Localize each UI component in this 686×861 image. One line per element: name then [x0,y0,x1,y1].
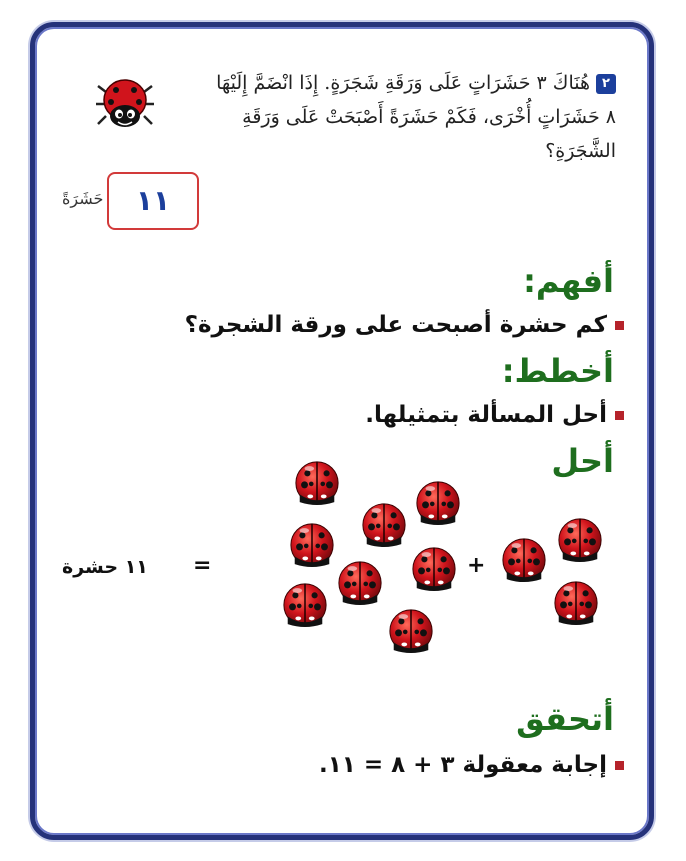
understand-bullet [185,312,624,338]
check-heading: أتحقق [516,700,614,738]
bullet-square-icon [615,321,624,330]
question-line-2: ٨ حَشَرَاتٍ أُخْرَى، فَكَمْ حَشَرَةً أَصْبَحَتْ عَلَى وَرَقَةِ [242,106,616,128]
plan-bullet [365,402,624,428]
understand-heading: أفهم: [523,262,614,300]
question-block [176,66,616,168]
plus-sign: + [467,553,486,578]
solve-heading: أحل [551,442,614,480]
bullet-square-icon [615,411,624,420]
check-bullet [319,752,624,778]
plan-text: أحل المسألة بتمثيلها. [365,402,607,428]
question-line-1-text: هُنَاكَ ٣ حَشَرَاتٍ عَلَى وَرَقَةِ شَجَرَةٍ. إِذَا انْضَمَّ إِلَيْهَا [216,72,590,94]
ladybug-mascot-icon [94,70,156,136]
check-text: إجابة معقولة ٣ + ٨ = ١١. [319,752,607,778]
equation-result: ١١ حشرة [62,556,148,578]
question-number: ٢ [596,74,616,94]
plan-heading: أخطط: [501,352,614,390]
question-line-1 [176,66,616,100]
answer-unit: حَشَرَةً [62,189,104,208]
answer-box: ١١ [107,172,199,230]
bullet-square-icon [615,761,624,770]
question-line-3: الشَّجَرَةِ؟ [545,140,616,162]
equals-sign: = [193,553,212,578]
understand-text: كم حشرة أصبحت على ورقة الشجرة؟ [184,312,607,338]
